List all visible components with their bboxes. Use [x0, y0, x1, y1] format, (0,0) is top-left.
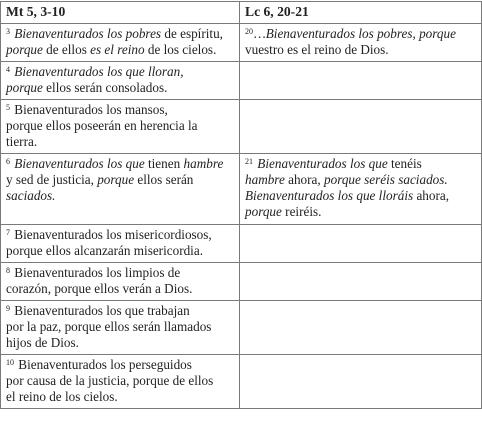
- matthew-cell: [1, 301, 240, 355]
- verse-text: hijos de Dios.: [6, 335, 79, 350]
- verse-number: 4: [6, 65, 10, 74]
- verse-number: 9: [6, 304, 10, 313]
- verse-text: de espíritu,: [161, 26, 223, 41]
- table-row: [1, 100, 482, 154]
- verse-text: tenéis: [387, 156, 422, 171]
- verse-text: porque: [6, 42, 43, 57]
- luke-cell: [240, 301, 482, 355]
- verse-number: 7: [6, 228, 10, 237]
- matthew-cell: [1, 100, 240, 154]
- table-row: [1, 24, 482, 62]
- verse-text: porque: [245, 204, 282, 219]
- verse-text: porque: [97, 172, 135, 187]
- verse-number: 20: [245, 27, 253, 36]
- verse-number: 6: [6, 157, 10, 166]
- verse-text: Bienaventurados los que lloran,: [11, 64, 184, 79]
- table-body: [1, 24, 482, 409]
- table-row: [1, 225, 482, 263]
- verse-text: es el reino: [90, 42, 145, 57]
- verse-text: de los cielos.: [144, 42, 217, 57]
- verse-text: …Bienaventurados los pobres, porque: [254, 26, 456, 41]
- verse-number: 10: [6, 358, 14, 367]
- verse-text: Bienaventurados los que: [254, 156, 388, 171]
- verse-text: porque ellos poseerán en herencia la: [6, 118, 198, 133]
- verse-text: Bienaventurados los que: [11, 156, 145, 171]
- verse-text: Bienaventurados los perseguidos: [15, 357, 192, 372]
- verse-text: tierra.: [6, 134, 38, 149]
- verse-text: reiréis.: [281, 204, 322, 219]
- table-row: [1, 263, 482, 301]
- verse-text: por la paz, porque ellos serán llamados: [6, 319, 212, 334]
- matthew-cell: [1, 355, 240, 409]
- verse-text: Bienaventurados los que trabajan: [11, 303, 190, 318]
- luke-cell: [240, 225, 482, 263]
- verse-text: corazón, porque ellos verán a Dios.: [6, 281, 193, 296]
- luke-cell: [240, 100, 482, 154]
- header-luke: Lc 6, 20-21: [240, 2, 482, 24]
- table-row: [1, 355, 482, 409]
- table-row: [1, 154, 482, 225]
- luke-cell: [240, 154, 482, 225]
- luke-cell: [240, 355, 482, 409]
- verse-text: porque seréis saciados.: [324, 172, 448, 187]
- verse-text: tienen: [144, 156, 184, 171]
- header-matthew: Mt 5, 3-10: [1, 2, 240, 24]
- verse-text: ellos serán: [134, 172, 194, 187]
- luke-cell: [240, 263, 482, 301]
- verse-text: de ellos: [42, 42, 91, 57]
- matthew-cell: [1, 24, 240, 62]
- verse-text: ellos serán consolados.: [42, 80, 168, 95]
- verse-number: 21: [245, 157, 253, 166]
- verse-text: ahora,: [284, 172, 324, 187]
- verse-text: vuestro es el reino de Dios.: [245, 42, 389, 57]
- verse-text: Bienaventurados los limpios de: [11, 265, 181, 280]
- verse-text: hambre: [245, 172, 285, 187]
- verse-text: Bienaventurados los misericordiosos,: [11, 227, 212, 242]
- verse-text: Bienaventurados los pobres: [11, 26, 162, 41]
- verse-number: 3: [6, 27, 10, 36]
- verse-text: ahora,: [413, 188, 450, 203]
- verse-number: 8: [6, 266, 10, 275]
- verse-text: hambre: [183, 156, 224, 171]
- verse-text: Bienaventurados los mansos,: [11, 102, 168, 117]
- matthew-cell: [1, 62, 240, 100]
- matthew-cell: [1, 263, 240, 301]
- verse-text: porque ellos alcanzarán misericordia.: [6, 243, 203, 258]
- verse-text: por causa de la justicia, porque de ellos: [6, 373, 214, 388]
- luke-cell: [240, 62, 482, 100]
- verse-number: 5: [6, 103, 10, 112]
- verse-text: y sed de justicia,: [6, 172, 98, 187]
- verse-text: porque: [6, 80, 43, 95]
- matthew-cell: [1, 225, 240, 263]
- luke-cell: [240, 24, 482, 62]
- table-header-row: [1, 2, 482, 24]
- table-row: [1, 301, 482, 355]
- verse-text: el reino de los cielos.: [6, 389, 118, 404]
- synoptic-table: [0, 1, 482, 409]
- verse-text: saciados.: [6, 188, 56, 203]
- matthew-cell: [1, 154, 240, 225]
- verse-text: Bienaventurados los que lloráis: [245, 188, 414, 203]
- table-row: [1, 62, 482, 100]
